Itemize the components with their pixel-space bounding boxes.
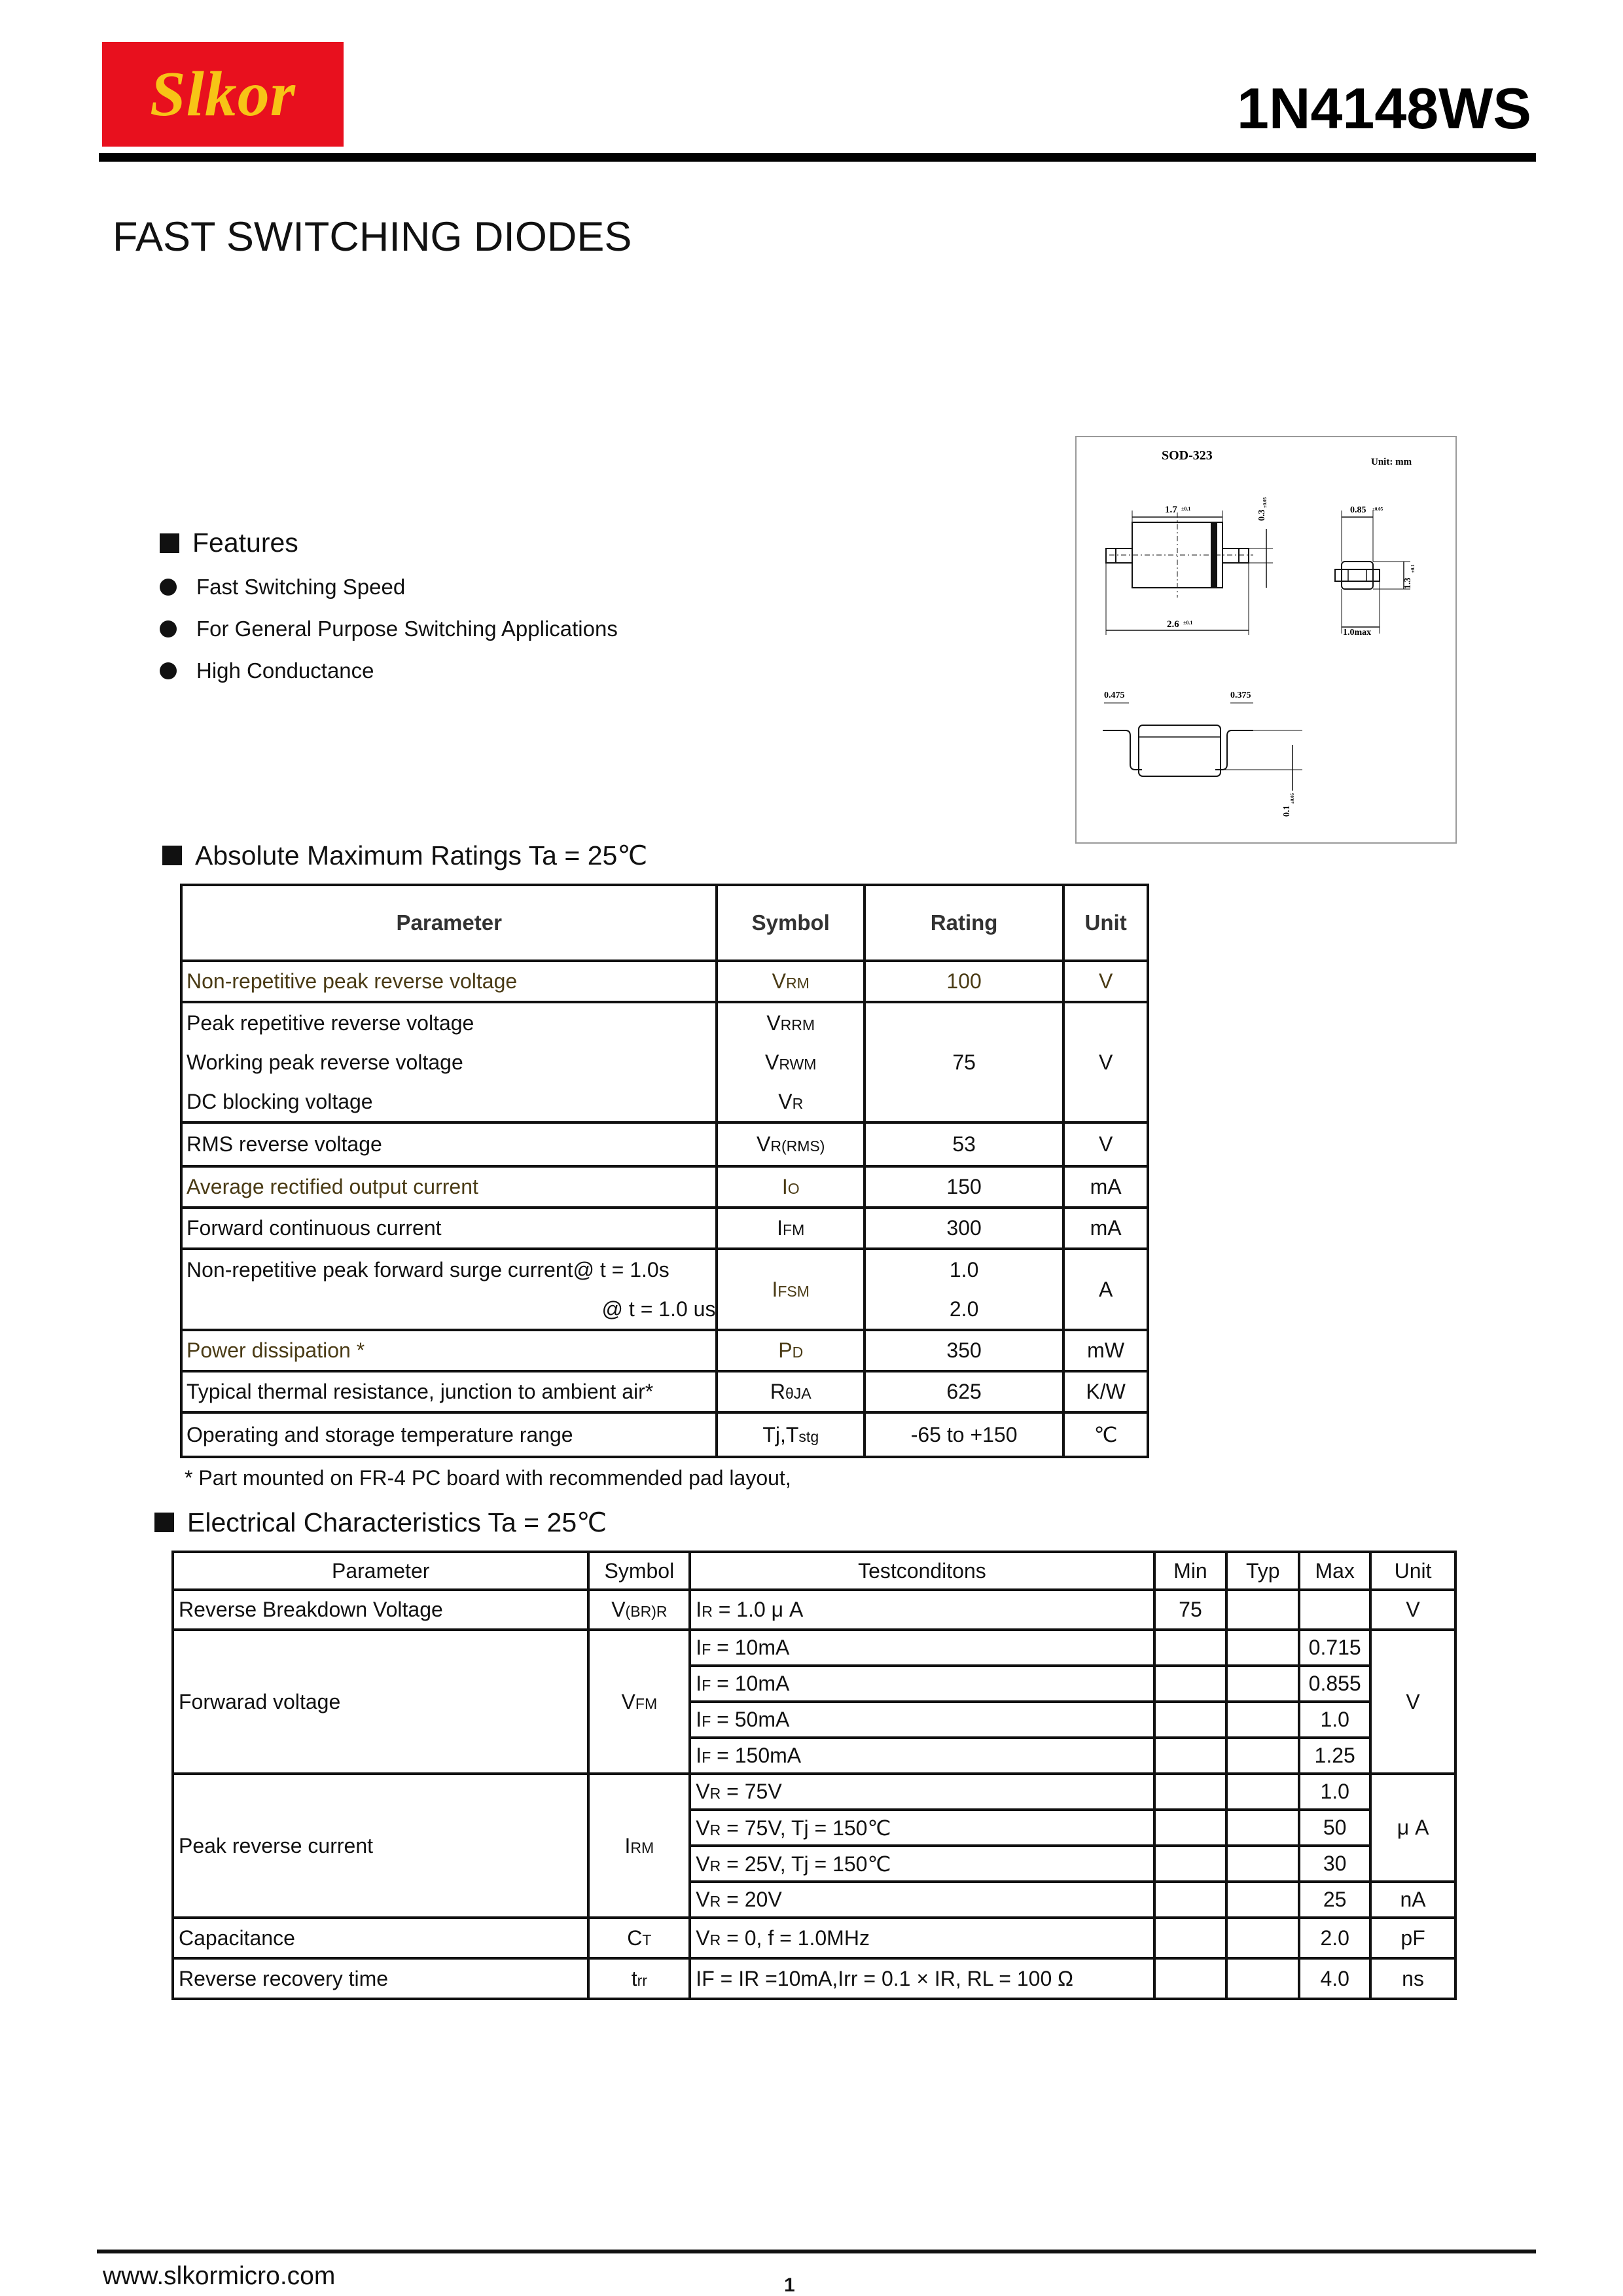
table-header-row: Parameter Symbol Testconditons Min Typ Max Unit [173, 1552, 1455, 1590]
svg-text:±0.05: ±0.05 [1262, 497, 1268, 508]
table-row: Reverse recovery time trr IF = IR =10mA,Irr = 0.1 × IR, RL = 100 Ω 4.0 ns [173, 1958, 1455, 1999]
table-row: Forwarad voltage VFM IF = 10mA 0.715 V [173, 1630, 1455, 1666]
package-outline-drawing [1075, 436, 1457, 844]
table-row: RMS reverse voltage VR(RMS) 53 V [181, 1122, 1148, 1166]
table-row: Average rectified output current IO 150 mA [181, 1166, 1148, 1208]
table-row: Peak reverse current IRM VR = 75V 1.0 μ A [173, 1774, 1455, 1810]
svg-text:±0.05: ±0.05 [1290, 793, 1295, 804]
table-row: VR = 25V, Tj = 150℃ 30 [173, 1846, 1455, 1882]
table-row: IF = 10mA 0.855 [173, 1666, 1455, 1702]
svg-text:0.3: 0.3 [1257, 509, 1267, 521]
feature-item: For General Purpose Switching Applications [160, 617, 618, 641]
svg-text:2.6: 2.6 [1167, 619, 1179, 630]
table-row: IF = 50mA 1.0 [173, 1702, 1455, 1738]
feature-item: Fast Switching Speed [160, 575, 405, 600]
svg-text:1.0max: 1.0max [1343, 628, 1372, 637]
bullet-icon [160, 620, 177, 637]
electrical-characteristics-table [171, 1551, 1457, 2000]
footer-divider [97, 2250, 1536, 2253]
feature-item: High Conductance [160, 658, 374, 683]
table-row: Forward continuous current IFM 300 mA [181, 1208, 1148, 1249]
absolute-max-ratings-table [180, 884, 1149, 1458]
col-unit: Unit [1063, 885, 1148, 961]
table-row: Non-repetitive peak reverse voltage VRM 100 V [181, 961, 1148, 1002]
ec-heading: Electrical Characteristics Ta = 25℃ [154, 1507, 607, 1538]
document-title: FAST SWITCHING DIODES [113, 214, 632, 260]
header-divider [99, 153, 1536, 162]
svg-text:1.3: 1.3 [1403, 577, 1413, 589]
svg-text:1.7: 1.7 [1165, 505, 1177, 515]
lead-left [1106, 548, 1132, 563]
table-row: VR = 20V 25 nA [173, 1882, 1455, 1918]
table-row: Power dissipation * PD 350 mW [181, 1330, 1148, 1371]
footnote: * Part mounted on FR-4 PC board with recommended pad layout, [185, 1466, 791, 1490]
table-header-row [181, 885, 1148, 961]
svg-text:±0.1: ±0.1 [1183, 620, 1193, 626]
package-name: SOD-323 [1162, 448, 1213, 463]
svg-text:0.85: 0.85 [1350, 505, 1366, 515]
col-rating: Rating [865, 885, 1063, 961]
brand-logo [102, 42, 344, 147]
svg-text:0.375: 0.375 [1230, 691, 1251, 700]
table-row: Operating and storage temperature range Tj,Tstg -65 to +150 ℃ [181, 1412, 1148, 1457]
part-number: 1N4148WS [1236, 76, 1531, 141]
body-front-view [1139, 725, 1221, 776]
svg-text:±0.1: ±0.1 [1181, 506, 1191, 512]
website-link[interactable]: www.slkormicro.com [103, 2262, 336, 2290]
svg-text:0.475: 0.475 [1104, 691, 1125, 700]
body-side-view [1342, 562, 1373, 589]
table-row: Typical thermal resistance, junction to ambient air* RθJA 625 K/W [181, 1371, 1148, 1412]
table-row: Capacitance CT VR = 0, f = 1.0MHz 2.0 pF [173, 1918, 1455, 1958]
package-unit: Unit: mm [1371, 457, 1412, 467]
table-row: Non-repetitive peak forward surge current@ t = 1.0s @ t = 1.0 us IFSM 1.0 2.0 A [181, 1249, 1148, 1330]
svg-text:0.1: 0.1 [1282, 805, 1292, 817]
logo-text: Slkor [150, 59, 296, 130]
table-row: Reverse Breakdown Voltage V(BR)R IR = 1.0 μ A 75 V [173, 1590, 1455, 1630]
lead-right [1222, 548, 1249, 563]
features-heading: Features [160, 528, 298, 558]
amr-heading: Absolute Maximum Ratings Ta = 25℃ [162, 840, 647, 871]
svg-text:±0.1: ±0.1 [1410, 564, 1416, 573]
col-parameter: Parameter [181, 885, 717, 961]
table-row: Peak repetitive reverse voltage Working peak reverse voltage DC blocking voltage VRRM VRWM VR 75 V [181, 1002, 1148, 1122]
table-row: VR = 75V, Tj = 150℃ 50 [173, 1810, 1455, 1846]
col-symbol: Symbol [717, 885, 865, 961]
page-number: 1 [784, 2274, 795, 2296]
table-row: IF = 150mA 1.25 [173, 1738, 1455, 1774]
square-bullet-icon [162, 846, 182, 865]
square-bullet-icon [160, 533, 179, 553]
svg-text:±0.05: ±0.05 [1372, 507, 1383, 512]
bullet-icon [160, 579, 177, 596]
square-bullet-icon [154, 1513, 174, 1532]
bullet-icon [160, 662, 177, 679]
